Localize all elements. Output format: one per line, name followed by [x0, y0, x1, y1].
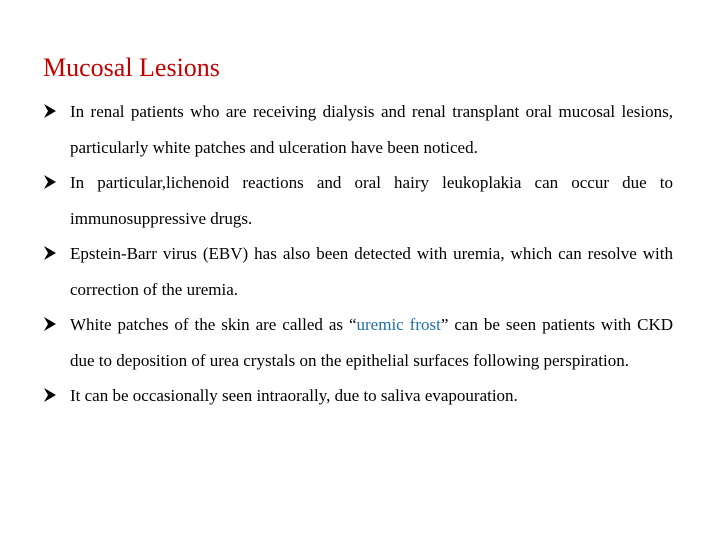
bullet-text: It can be occasionally seen intraorally, due to saliva evapouration.: [70, 386, 518, 405]
bullet-item: [43, 307, 673, 378]
bullet-text: Epstein-Barr virus (EBV) has also been detected with uremia, which can resolve with correction of the uremia.: [70, 244, 673, 299]
bullet-item: [43, 236, 673, 307]
arrow-bullet-icon: [43, 307, 57, 343]
bullet-text: In renal patients who are receiving dialysis and renal transplant oral mucosal lesions, particularly white patches and ulceration have been noticed.: [70, 102, 673, 157]
bullet-text-before: White patches of the skin are called as “: [70, 315, 357, 334]
bullet-item: [43, 94, 673, 165]
bullet-text: In particular,lichenoid reactions and oral hairy leukoplakia can occur due to immunosuppressive drugs.: [70, 173, 673, 228]
arrow-bullet-icon: [43, 94, 57, 130]
bullet-text: [70, 315, 673, 370]
arrow-bullet-icon: [43, 378, 57, 414]
slide-title: Mucosal Lesions: [43, 53, 220, 82]
uremic-frost-term: uremic frost: [356, 315, 441, 334]
bullet-text-after: ” can be seen patients with CKD due to deposition of urea crystals on the epithelial surfaces following perspiration.: [70, 315, 673, 370]
arrow-bullet-icon: [43, 236, 57, 272]
bullet-item: [43, 378, 673, 414]
arrow-bullet-icon: [43, 165, 57, 201]
bullet-list: [43, 94, 673, 414]
bullet-item: [43, 165, 673, 236]
